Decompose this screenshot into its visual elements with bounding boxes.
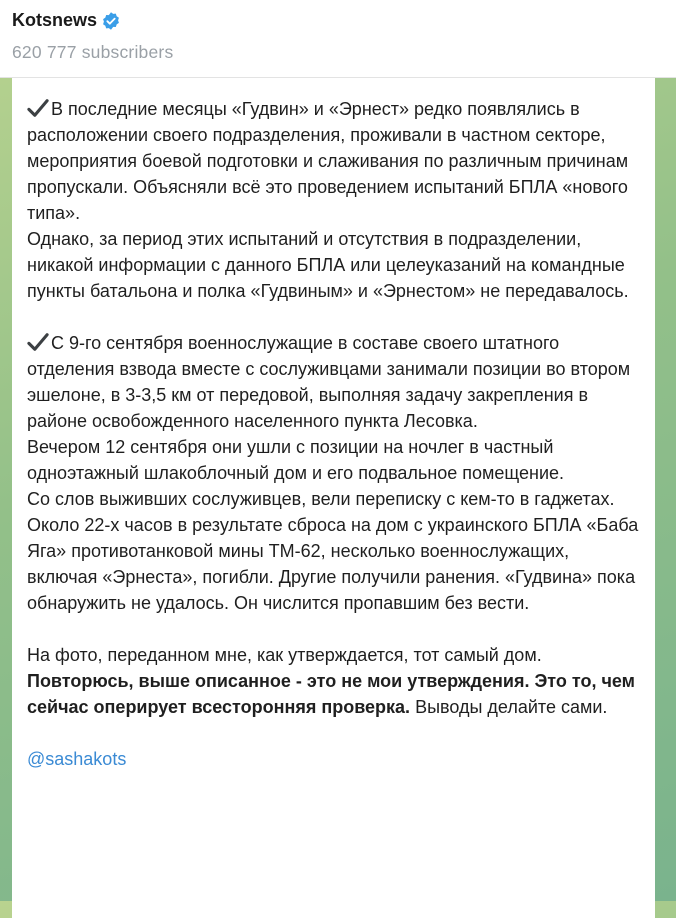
paragraph-3-text: С 9-го сентября военнослужащие в составе своего штатного отделения взвода вместе с сослуживцами занимали позиции во втором эшелоне, в 3-3,5 км от передовой, выполняя задачу закрепления в районе освобожденного населенного пункта Лесовка.	[27, 333, 631, 431]
paragraph-4: Вечером 12 сентября они ушли с позиции на ночлег в частный одноэтажный шлакоблочный дом и его подвальное помещение.	[27, 437, 565, 483]
paragraph-7: На фото, переданном мне, как утверждается, тот самый дом.	[27, 645, 542, 665]
paragraph-8-bold: Повторюсь, выше описанное - это не мои утверждения. Это то, чем сейчас оперирует всесторонняя проверка.	[27, 671, 635, 717]
paragraph-5: Со слов выживших сослуживцев, вели переписку с кем-то в гаджетах.	[27, 489, 615, 509]
paragraph-6: Около 22-х часов в результате сброса на дом с украинского БПЛА «Баба Яга» противотанковой мины ТМ-62, несколько военнослужащих, включая «Эрнеста», погибли. Другие получили ранения. «Гудвина» пока обнаружить не удалось. Он числится пропавшим без вести.	[27, 515, 639, 613]
spacer	[27, 616, 639, 642]
channel-title-row[interactable]	[12, 10, 121, 31]
spacer	[27, 720, 639, 746]
check-mark-icon	[27, 98, 49, 118]
check-mark-icon	[27, 332, 49, 352]
paragraph-8	[27, 668, 639, 720]
paragraph-1-text: В последние месяцы «Гудвин» и «Эрнест» редко появлялись в расположении своего подразделения, проживали в частном секторе, мероприятия боевой подготовки и слаживания по различным причинам пропускали. Объясняли всё это проведением испытаний БПЛА «нового типа».	[27, 99, 629, 223]
channel-name[interactable]: Kotsnews	[12, 10, 98, 30]
paragraph-2: Однако, за период этих испытаний и отсутствия в подразделении, никакой информации с данного БПЛА или целеуказаний на командные пункты батальона и полка «Гудвиным» и «Эрнестом» не передавалось.	[27, 229, 629, 301]
paragraph-8-rest: Выводы делайте сами.	[410, 697, 608, 717]
channel-header	[0, 0, 676, 78]
paragraph-1	[27, 96, 639, 226]
subscriber-count: 620 777 subscribers	[12, 42, 174, 62]
signature-link[interactable]: @sashakots	[27, 749, 127, 769]
paragraph-3	[27, 330, 639, 434]
message-bubble	[12, 78, 655, 918]
verified-badge-icon	[101, 11, 121, 31]
spacer	[27, 304, 639, 330]
